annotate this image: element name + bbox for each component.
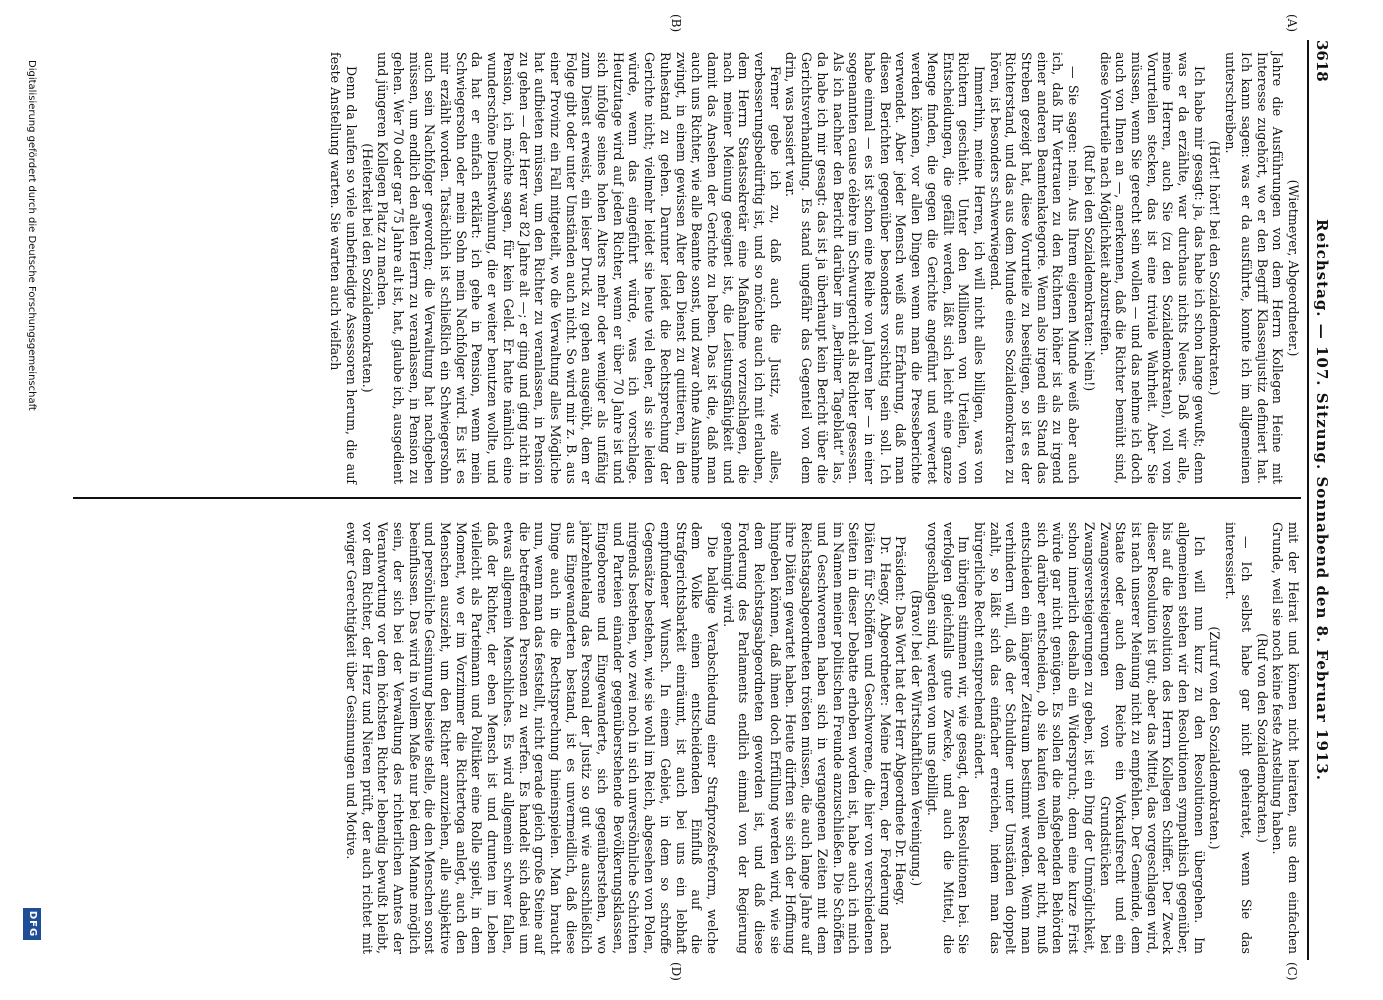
interjection: (Bravo! bei der Wirtschaftlichen Vereinigung.) [909, 589, 925, 887]
margin-mark-d: (D) [669, 962, 683, 981]
paragraph: Jahre die Ausführungen von dem Herrn Kollegen Heine mit Interesse zugehört, wo er den Begriff Klassenjustiz definiert hat. Ich kann sagen: was er da ausführte, konnte ich im allgemeinen unterschreiben. [1223, 52, 1286, 484]
column-divider [73, 497, 1301, 499]
page-title: Reichstag. — 107. Sitzung. Sonnabend den 8. Februar 1913. [1313, 218, 1331, 781]
paragraph: Im übrigen stimmen wir, wie gesagt, den Resolutionen bei. Sie verfolgen gleichfalls gute Zwecke, und auch die Mittel, die vorgeschlagen sind, werden von uns gebilligt. [924, 522, 972, 954]
paragraph: Ich will nun kurz zu den Resolutionen übergehen. Im allgemeinen stehen wir den Resolutionen sympathisch gegenüber, bis auf die Resolution des Herrn Kollegen Schiffer. Der Zweck dieser Resolution ist gut; aber das Mittel, das vorgeschlagen wird, ist nach unserer Meinung nicht zu empfehlen. Der Gemeinde, dem Staate oder auch dem Reiche ein Vorkaufsrecht und ein Zwangsversteigerungen von Grundstücken bei Zwangsversteigerungen zu geben, ist ein Ding der Unmöglichkeit, schon innerlich deshalb ein Widerspruch; denn eine kurze Frist würde gar nicht genügen. Es sollen die maßgebenden Behörden sich darüber entscheiden, ob sie kaufen wollen oder nicht, muß entschieden ein längerer Zeitraum bestimmt werden. Wenn man verhindern will, daß der Schuldner unter Umständen doppelt zahlt, so läßt sich das einfacher erreichen, indem man das bürgerliche Recht entsprechend ändert. [971, 522, 1207, 954]
digitization-credit [19, 60, 41, 940]
paragraph: Dr. Haegy, Abgeordneter: Meine Herren, der Forderung nach Diäten für Schöffen und Geschworene, die hier von verschiedenen Seiten in dieser Debatte erhoben worden ist, habe auch ich mich im Namen meiner politischen Freunde anzuschließen. Die Schöffen und Geschworenen haben sich in vergangenen Zeiten mit dem Reichstagsabgeordneten trösten müssen, die auch lange Jahre auf ihre Diäten gewartet haben. Heute dürften sie sich der Hoffnung hingeben können, daß ihnen doch Erfüllung werden wird, wie sie dem Reichstagsabgeordneten geworden ist, und daß diese Forderung des Parlaments endlich einmal von der Regierung genehmigt wird. [720, 522, 893, 954]
paragraph: Ferner gebe ich zu, daß auch die Justiz, wie alles, verbesserungsbedürftig ist, und so möchte auch ich mit erlauben, dem Herrn Staatssekretär eine Maßnahme vorzuschlagen, die nach meiner Meinung geeignet ist, die Leistungsfähigkeit und damit das Ansehen der Gerichte zu heben. Das ist die, daß man auch uns Richter, wie alle Beamte sonst, und zwar ohne Ausnahme zwingt, in einem gewissen Alter den Dienst zu quittieren, in den Ruhestand zu gehen. Darunter leidet die Rechtsprechung der Gerichte nicht; vielmehr leidet sie heute viel eher, als sie leiden würde, wenn das eingeführt würde, was ich vorschlage. Heutzutage wird auf jeden Richter, wenn er über 70 Jahre ist und sich infolge seines hohen Alters mehr oder weniger als unfähig zum Dienst erweist, ein leiser Druck zu gehen ausgeübt, dem er Folge gibt oder unter Umständen auch nicht. So wird mir z. B. aus einer Provinz ein Fall mitgeteilt, wo die Verwaltung alles Mögliche hat aufbieten müssen, um den Richter zu veranlassen, in Pension zu gehen — der Herr war 82 Jahre alt —; er ging und ging nicht in Pension, ich möchte sagen, für kein Geld. Er hatte nämlich eine wunderschöne Dienstwohnung, die er weiter benutzen wollte, und da hat er einfach erklärt: ich gehe in Pension, wenn mein Schwiegersohn oder mein Sohn mein Nachfolger wird. Es ist es mir erzählt worden. Tatsächlich ist schließlich ein Schwiegersohn auch sein Nachfolger geworden; die Verwaltung hat nachgeben müssen, um endlich den alten Herrn zu veranlassen, in Pension zu gehen. Wer 70 oder gar 75 Jahre alt ist, hat, glaube ich, ausgedient und jüngeren Kollegen Platz zu machen. [375, 52, 783, 484]
credit-text: Digitalisierung gefördert durch die Deutsche Forschungsgemeinschaft [26, 60, 37, 411]
dfg-logo: DFG [23, 908, 41, 940]
interjection: (Hört! hört! bei den Sozialdemokraten.) [1207, 140, 1223, 396]
paragraph: Ich habe mir gesagt: ja, das habe ich schon lange gewußt; denn was er da erzählte, war durchaus nichts Neues. Daß wir alle, meine Herren, auch Sie (zu den Sozialdemokraten), voll von Vorurteilen stecken, das ist eine triviale Wahrheit. Aber Sie müssen, wenn Sie gerecht sein wollen — und das nehme ich doch auch von Ihnen an —, anerkennen, daß die Richter bemüht sind, diese Vorurteile nach Möglichkeit abzustreifen. [1097, 52, 1207, 484]
margin-mark-a: (A) [1285, 14, 1299, 33]
paragraph: — Ich selbst habe gar nicht geheiratet, wenn Sie das interessiert. [1223, 522, 1254, 954]
paragraph: Immerhin, meine Herren, ich will nicht alles billigen, was von Richtern geschieht. Unter den Millionen von Urteilen, von Entscheidungen, die gefällt werden, läßt sich leicht eine ganze Menge finden, die gegen die Gerichte angeführt und verwertet werden können, vor allen Dingen wenn man die Presseberichte verwendet. Aber jeder Mensch weiß aus Erfahrung, daß man diesen Berichten gegenüber besonders vorsichtig sein soll. Ich habe einmal — es ist schon eine Reihe von Jahren her — in einer sogenannten cause célèbre im Schwurgericht als Richter gesessen. Als ich nachher den Bericht darüber im „Berliner Tageblatt“ las, da habe ich mir gesagt: das ist ja überhaupt kein Bericht über die Gerichtsverhandlung. Es stand ungefähr das Gegenteil von dem drin, was passiert war. [783, 52, 987, 484]
page-header [1307, 40, 1335, 960]
page-number: 3618 [1313, 40, 1331, 82]
margin-mark-b: (B) [669, 14, 683, 33]
interjection: (Zuruf von den Sozialdemokraten.) [1207, 626, 1223, 850]
interjection: (Ruf bei den Sozialdemokraten: Nein!) [1081, 144, 1097, 392]
paragraph: mit der Heirat und können nicht heiraten, aus dem einfachen Grunde, weil sie noch keine feste Anstellung haben. [1270, 522, 1301, 954]
text-column-left [327, 52, 1301, 484]
paragraph: — Sie sagen: nein. Aus Ihrem eigenen Munde weiß aber auch ich, daß Ihr Vertrauen zu den Richtern höher ist als zu irgend einer anderen Beamtenkategorie. Wenn also irgend ein Stand das Streben gezeigt hat, diese Vorurteile zu beseitigen, so ist es der Richterstand, und das aus dem Munde eines Sozialdemokraten zu hören, ist besonders schwerwiegend. [987, 52, 1082, 484]
paragraph: Denn da laufen so viele unbefriedigte Assessoren herum, die auf feste Anstellung warten. Sie warten auch vielfach [328, 52, 359, 484]
paragraph: Die baldige Verabschiedung einer Strafprozeßreform, welche dem Volke einen entscheidenden Einfluß auf die Strafgerichtsbarkeit einräumt, ist auch bei uns ein lebhaft empfundener Wunsch. In einem Gebiet, in dem so schroffe Gegensätze bestehen, wie sie wohl im Reich, abgesehen von Polen, nirgends bestehen, wo zwei noch in sich unversöhnliche Schichten und Parteien einander gegenüberstehende Bevölkerungsklassen, Eingeborene und Eingewanderte, sich gegenüberstehen, wo jahrzehntelang das Personal der Justiz so gut wie ausschließlich aus Eingewanderten bestand, ist es unvermeidlich, daß diese Dinge auch in die Rechtsprechung hineinspielen. Man braucht nun, wenn man das feststellt, nicht gerade gleich große Steine auf die betreffenden Personen zu werfen. Es handelt sich dabei um etwas allgemein Menschliches. Es wird allgemein schwer fallen, daß der Richter, der eben Mensch ist und drunten im Leben vielleicht als Parteimann und Politiker eine Rolle spielt, in dem Moment, wo er im Vorzimmer die Richtertoga anlegt, auch den Menschen auszieht, um den Richter anzuziehen, alle subjektive und persönliche Gesinnung beiseite stelle, die den Menschen sonst beeinflussen. Das wird in vollem Maße nur bei dem Manne möglich sein, der sich bei der Verwaltung des richterlichen Amtes der Verantwortung vor dem höchsten Richter lebendig bewußt bleibt, vor dem Richter, der Herz und Nieren prüft, der auch richtet mit ewiger Gerechtigkeit über Gesinnungen und Motive. [343, 522, 720, 954]
speaker-line: (Wietmeyer, Abgeordneter.) [1286, 179, 1301, 357]
text-column-right [343, 522, 1301, 954]
interjection: (Ruf von den Sozialdemokraten.) [1254, 633, 1270, 843]
paragraph: Präsident: Das Wort hat der Herr Abgeordnete Dr. Haegy. [893, 536, 909, 906]
margin-mark-c: (C) [1285, 962, 1299, 981]
interjection: (Heiterkeit bei den Sozialdemokraten.) [359, 143, 375, 393]
